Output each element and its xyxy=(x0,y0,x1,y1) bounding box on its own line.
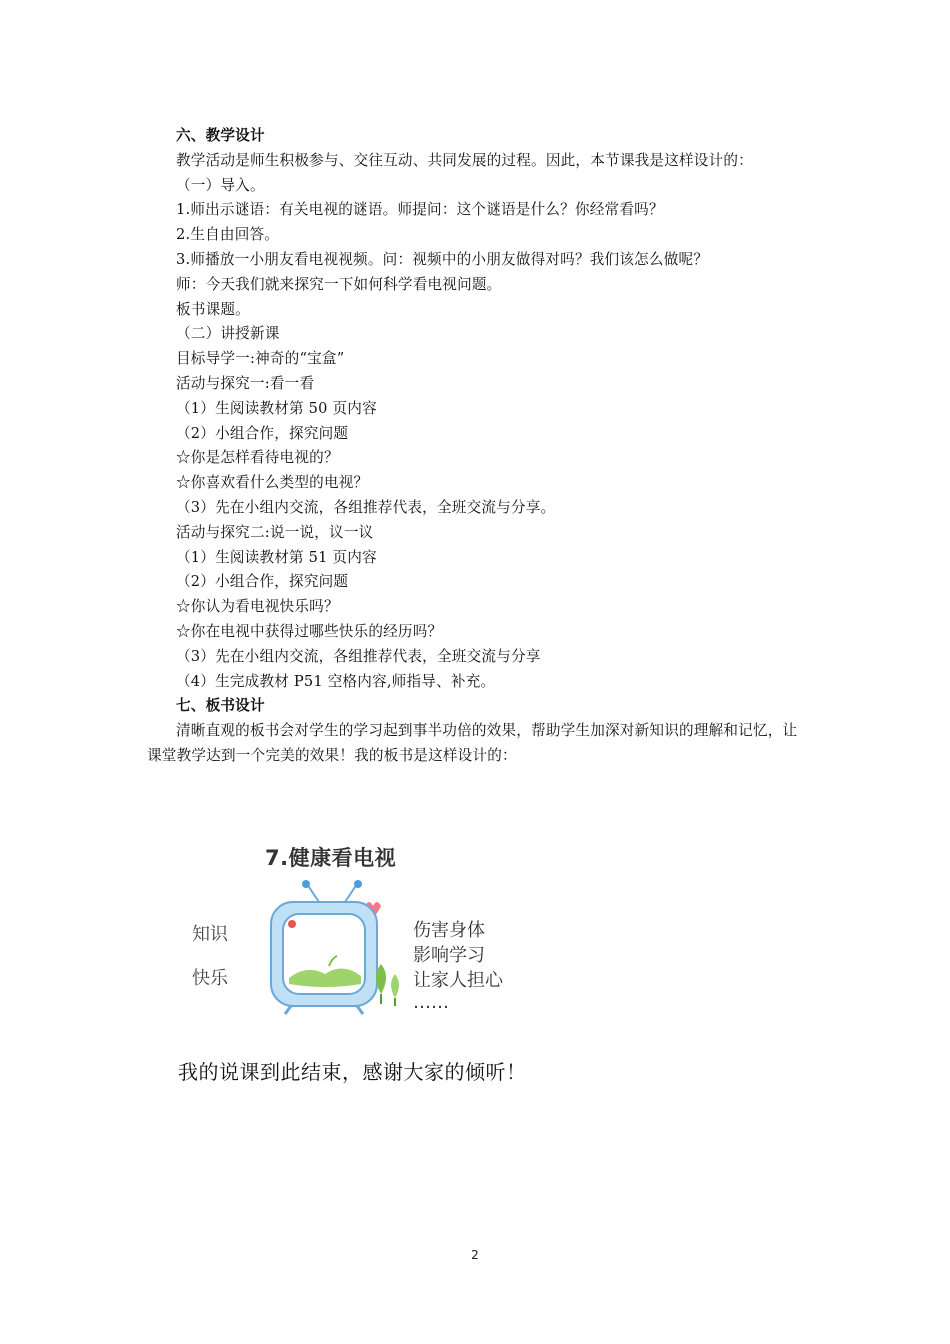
closing-remark: 我的说课到此结束，感谢大家的倾听！ xyxy=(178,1060,527,1084)
part2-label: （二）讲授新课 xyxy=(176,325,280,343)
section7-heading: 七、板书设计 xyxy=(176,697,265,715)
teacher-text: 师：今天我们就来探究一下如何科学看电视问题。 xyxy=(176,275,502,293)
board-right-item: 让家人担心 xyxy=(413,970,503,991)
section6-heading: 六、教学设计 xyxy=(176,127,265,144)
section6-intro: 教学活动是师生积极参与、交往互动、共同发展的过程。因此，本节课我是这样设计的： xyxy=(176,151,753,169)
board-right-item: 伤害身体 xyxy=(413,920,485,941)
activity1-item: （1）生阅读教材第 50 页内容 xyxy=(176,399,377,417)
activity2-item: （2）小组合作，探究问题 xyxy=(176,573,349,591)
section7-paragraph: 清晰直观的板书会对学生的学习起到事半功倍的效果，帮助学生加深对新知识的理解和记忆，让课堂教学达到一个完美的效果！我的板书是这样设计的： xyxy=(147,722,798,764)
tv-illustration-icon xyxy=(267,878,407,1018)
board-title-line: 板书课题。 xyxy=(176,300,250,318)
activity1-item: （3）先在小组内交流，各组推荐代表，全班交流与分享。 xyxy=(176,498,556,516)
page-number: 2 xyxy=(471,1248,479,1262)
activity2-item: ☆你在电视中获得过哪些快乐的经历吗？ xyxy=(176,622,443,640)
board-right-item: 影响学习 xyxy=(413,945,485,966)
board-left-item: 快乐 xyxy=(192,968,228,989)
page-content xyxy=(147,124,812,769)
activity1-item: （2）小组合作，探究问题 xyxy=(176,424,349,442)
blackboard-design xyxy=(175,832,555,1032)
activity1-item: ☆你是怎样看待电视的？ xyxy=(176,449,339,467)
board-left-item: 知识 xyxy=(192,924,228,945)
activity1-title: 活动与探究一:看一看 xyxy=(176,374,315,392)
activity2-item: （1）生阅读教材第 51 页内容 xyxy=(176,548,377,566)
board-title: 7.健康看电视 xyxy=(265,846,397,870)
goal1-text: 目标导学一:神奇的“宝盒” xyxy=(176,350,345,368)
part1-label: （一）导入。 xyxy=(176,176,265,194)
step3-text: 3.师播放一小朋友看电视视频。问：视频中的小朋友做得对吗？我们该怎么做呢？ xyxy=(176,250,709,268)
activity2-item: （4）生完成教材 P51 空格内容,师指导、补充。 xyxy=(176,672,496,690)
board-right-item: …… xyxy=(413,992,449,1013)
activity2-item: ☆你认为看电视快乐吗？ xyxy=(176,598,339,616)
activity2-item: （3）先在小组内交流，各组推荐代表，全班交流与分享 xyxy=(176,647,541,665)
activity2-title: 活动与探究二:说一说，议一议 xyxy=(176,523,374,541)
activity1-item: ☆你喜欢看什么类型的电视？ xyxy=(176,474,369,492)
step2-text: 2.生自由回答。 xyxy=(176,226,280,244)
step1-text: 1.师出示谜语：有关电视的谜语。师提问：这个谜语是什么？你经常看吗？ xyxy=(176,201,664,219)
